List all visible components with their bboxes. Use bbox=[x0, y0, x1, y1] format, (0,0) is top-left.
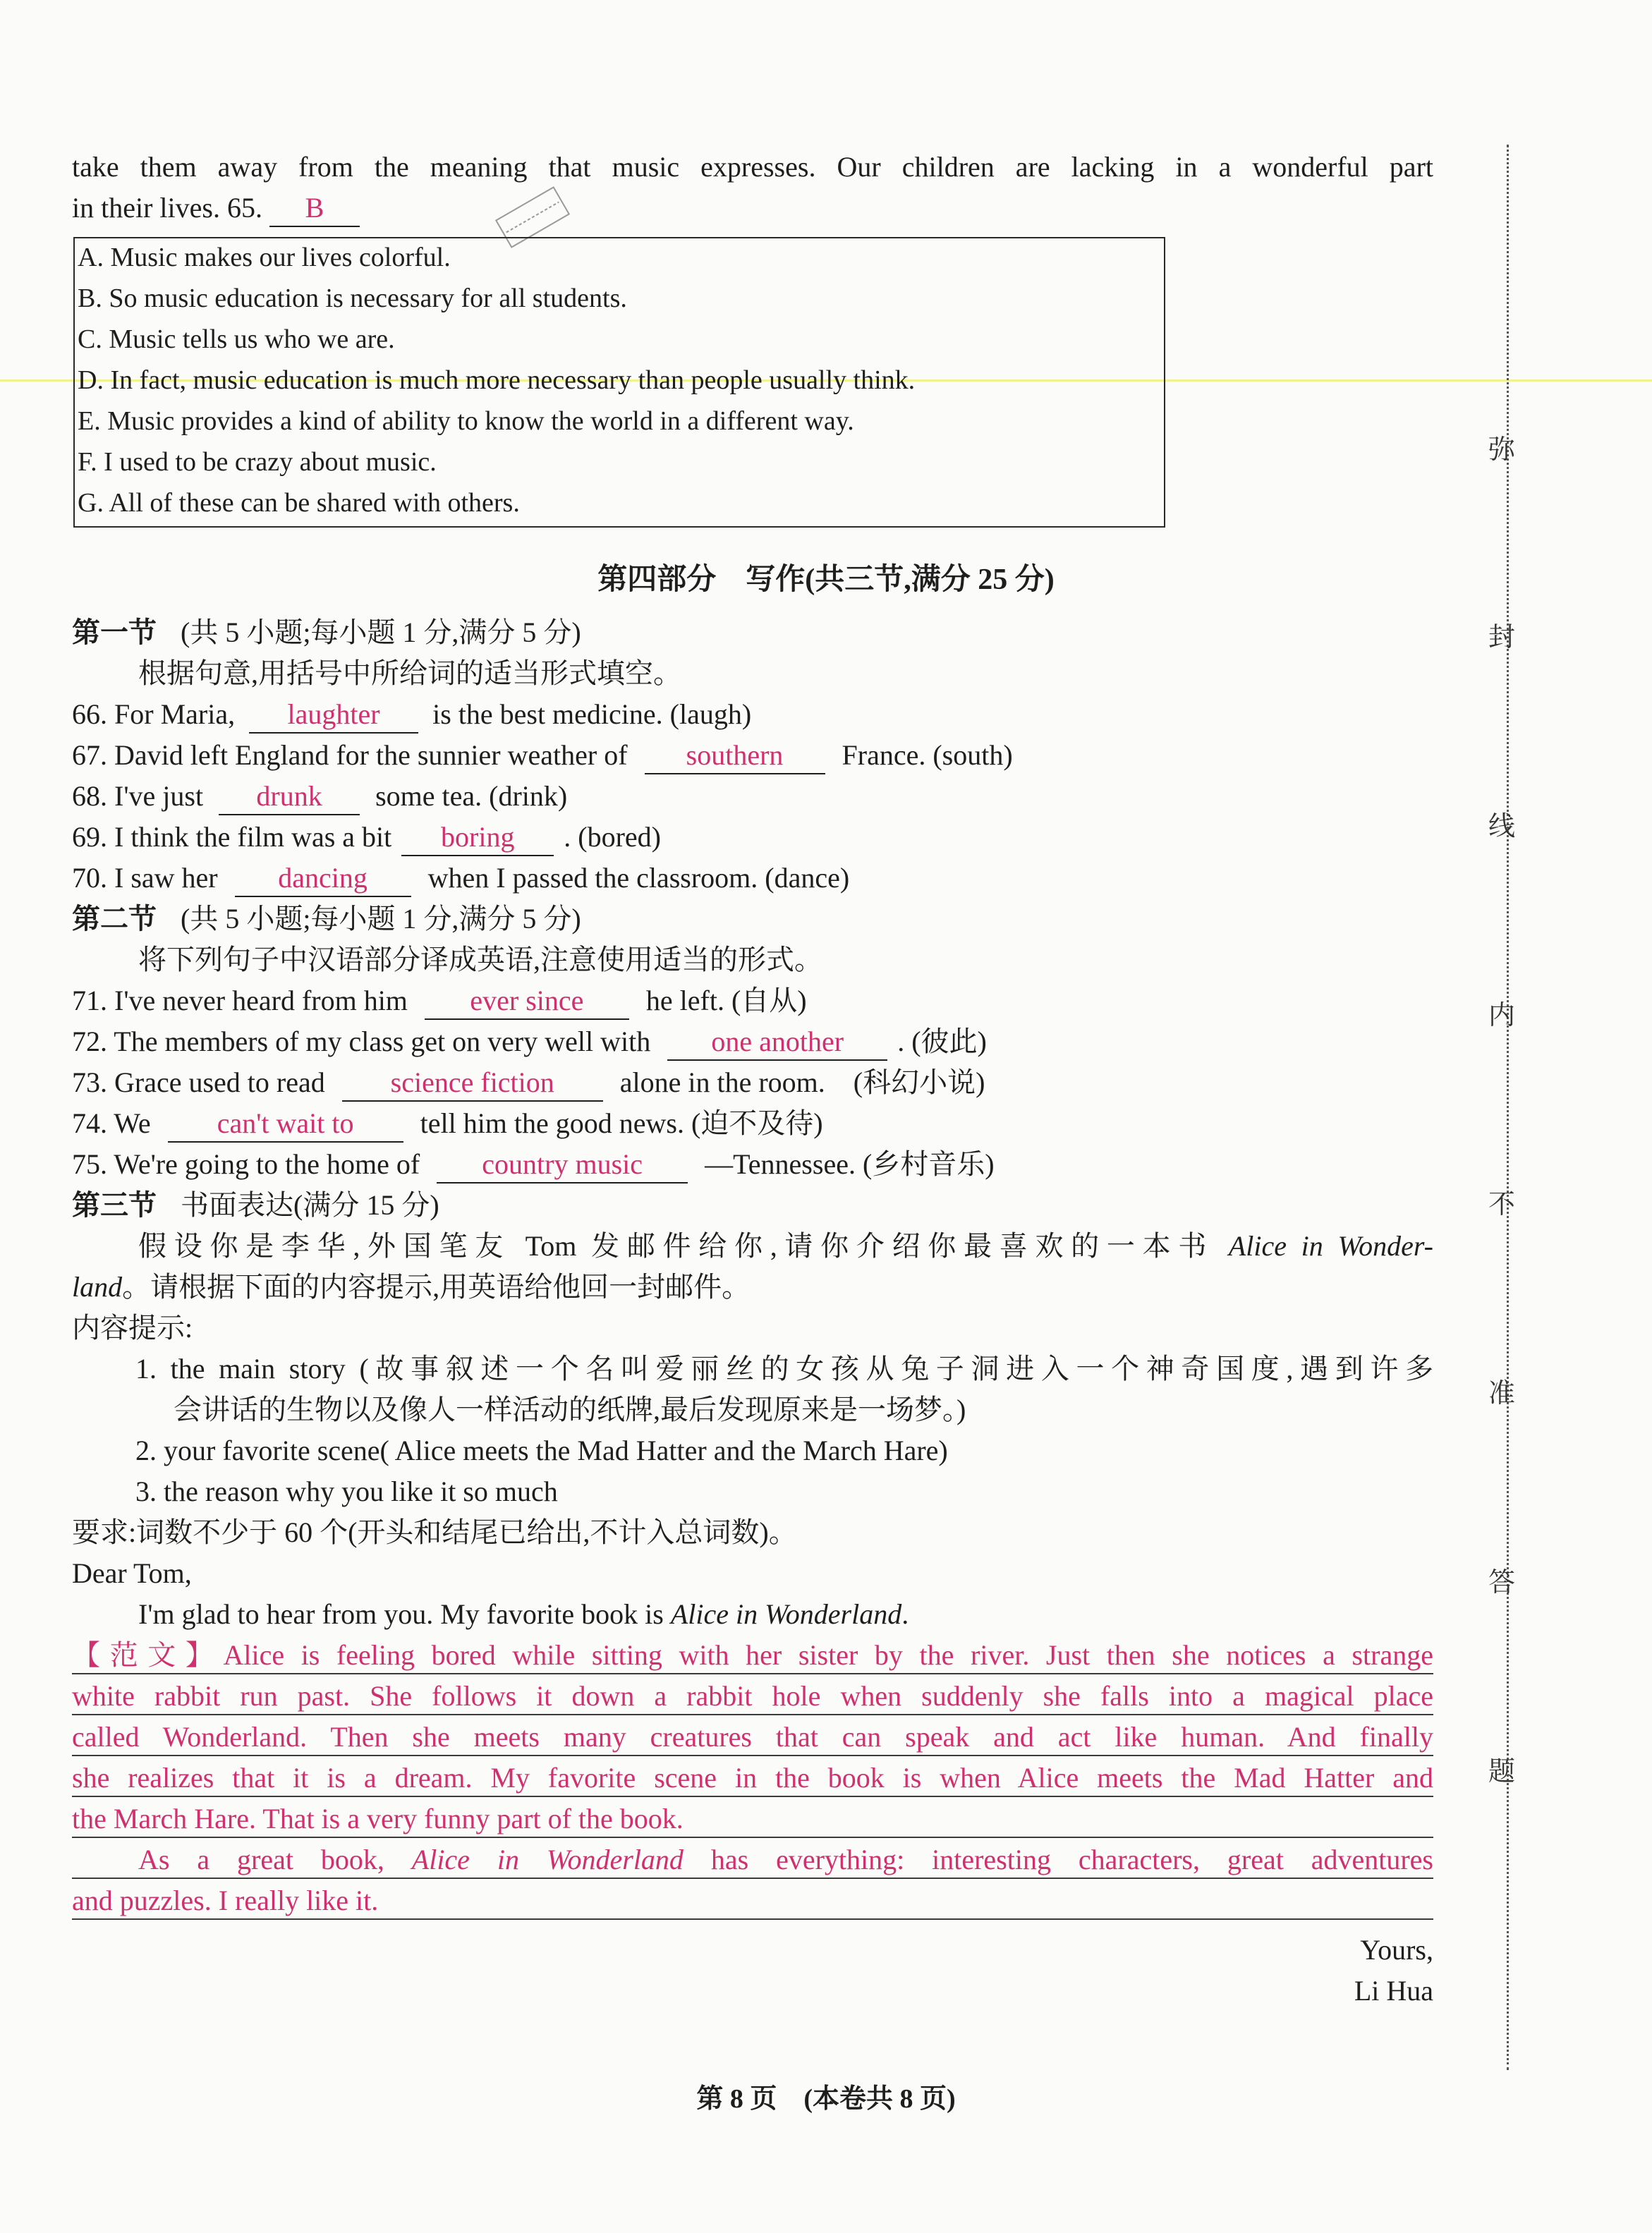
essay-line-6-text: As a great book, bbox=[138, 1844, 412, 1875]
q73-hint: alone in the room. (科幻小说) bbox=[619, 1066, 985, 1098]
q65-label: in their lives. 65. bbox=[72, 192, 262, 224]
q68-answer: drunk bbox=[219, 779, 360, 815]
letter-signature: Li Hua bbox=[1354, 1975, 1433, 2007]
q70 bbox=[72, 858, 849, 899]
section1-heading: 第一节 bbox=[72, 616, 157, 648]
q75-text: 75. We're going to the home of bbox=[72, 1148, 420, 1180]
seal-char-7: 答 bbox=[1488, 1566, 1516, 1598]
section2-instruction: 将下列句子中汉语部分译成英语,注意使用适当的形式。 bbox=[138, 944, 822, 975]
option-a: A. Music makes our lives colorful. bbox=[78, 243, 451, 272]
section1-header bbox=[72, 612, 581, 653]
section2-header bbox=[72, 899, 581, 939]
prompt-text-cont: 。请根据下面的内容提示,用英语给他回一封邮件。 bbox=[122, 1271, 751, 1303]
essay-book-title: Alice in Wonderland bbox=[411, 1844, 684, 1875]
q70-text: 70. I saw her bbox=[72, 862, 218, 894]
q72 bbox=[72, 1021, 987, 1062]
q66-answer: laughter bbox=[249, 697, 418, 734]
q75-hint: —Tennessee. (乡村音乐) bbox=[705, 1148, 995, 1180]
q67-answer: southern bbox=[645, 738, 825, 774]
essay-line-2: white rabbit run past. She follows it down a rabbit hole when suddenly she falls into a magical place bbox=[72, 1680, 1433, 1712]
q67-text: 67. David left England for the sunnier weather of bbox=[72, 739, 628, 771]
prompt-book-title: Alice in Wonder- bbox=[1228, 1230, 1433, 1262]
q74-text: 74. We bbox=[72, 1107, 151, 1139]
seal-char-5: 不 bbox=[1488, 1188, 1516, 1219]
hints-label: 内容提示: bbox=[72, 1312, 193, 1344]
q69 bbox=[72, 817, 661, 858]
option-g: G. All of these can be shared with others. bbox=[78, 488, 520, 518]
essay-line-6-text-cont: has everything: interesting characters, great adventures bbox=[683, 1844, 1433, 1875]
option-d: D. In fact, music education is much more necessary than people usually think. bbox=[78, 365, 916, 395]
hint-3: 3. the reason why you like it so much bbox=[135, 1476, 558, 1507]
q68 bbox=[72, 776, 567, 817]
hint-1: 1. the main story (故事叙述一个名叫爱丽丝的女孩从兔子洞进入一个神奇国度,遇到许多 bbox=[135, 1353, 1433, 1385]
section3-heading: 第三节 bbox=[72, 1189, 157, 1221]
q72-text: 72. The members of my class get on very well with bbox=[72, 1026, 651, 1057]
seal-char-4: 内 bbox=[1488, 999, 1516, 1030]
essay-underline-3 bbox=[72, 1755, 1433, 1756]
q72-hint: . (彼此) bbox=[897, 1026, 987, 1057]
part4-title: 第四部分 写作(共三节,满分 25 分) bbox=[597, 564, 1055, 596]
q66-text: 66. For Maria, bbox=[72, 698, 236, 730]
essay-underline-6 bbox=[72, 1878, 1433, 1879]
prompt-line-1 bbox=[138, 1226, 1433, 1267]
essay-line-1: 【范文】Alice is feeling bored while sitting with her sister by the river. Just then she notices a strange bbox=[72, 1639, 1433, 1671]
seal-char-6: 准 bbox=[1488, 1377, 1516, 1408]
q70-answer: dancing bbox=[235, 860, 411, 897]
essay-line-5: the March Hare. That is a very funny part of the book. bbox=[72, 1803, 684, 1835]
q68-hint: some tea. (drink) bbox=[375, 780, 568, 812]
section3-title: 书面表达(满分 15 分) bbox=[181, 1189, 439, 1221]
seal-char-2: 封 bbox=[1488, 621, 1516, 652]
section2-heading: 第二节 bbox=[72, 903, 157, 935]
q74 bbox=[72, 1103, 823, 1144]
essay-underline-5 bbox=[72, 1837, 1433, 1838]
q69-hint: . (bored) bbox=[564, 821, 661, 853]
letter-closing: Yours, bbox=[1360, 1934, 1433, 1966]
q73-text: 73. Grace used to read bbox=[72, 1066, 325, 1098]
option-b: B. So music education is necessary for all students. bbox=[78, 284, 627, 313]
opening-book-title: Alice in Wonderland bbox=[670, 1598, 902, 1630]
q71-answer: ever since bbox=[425, 983, 629, 1020]
prompt-book-title-cont: land bbox=[72, 1271, 123, 1303]
page-footer: 第 8 页 (本卷共 8 页) bbox=[696, 2084, 956, 2114]
q65-answer: B bbox=[269, 190, 360, 227]
q69-text: 69. I think the film was a bit bbox=[72, 821, 392, 853]
letter-greeting: Dear Tom, bbox=[72, 1557, 192, 1589]
option-e: E. Music provides a kind of ability to know the world in a different way. bbox=[78, 406, 854, 436]
essay-underline-7 bbox=[72, 1918, 1433, 1920]
q68-text: 68. I've just bbox=[72, 780, 204, 812]
opening-text: I'm glad to hear from you. My favorite book is bbox=[138, 1598, 671, 1630]
q73-answer: science fiction bbox=[342, 1065, 603, 1102]
essay-underline-4 bbox=[72, 1796, 1433, 1797]
essay-line-4: she realizes that it is a dream. My favorite scene in the book is when Alice meets the Mad Hatter and bbox=[72, 1762, 1433, 1794]
passage-line-1: take them away from the meaning that music expresses. Our children are lacking in a wonderful part bbox=[72, 151, 1433, 183]
section3-header bbox=[72, 1185, 439, 1226]
passage-line-2 bbox=[72, 188, 360, 229]
q75 bbox=[72, 1144, 995, 1185]
section2-note: (共 5 小题;每小题 1 分,满分 5 分) bbox=[181, 903, 581, 935]
q70-hint: when I passed the classroom. (dance) bbox=[427, 862, 850, 894]
q75-answer: country music bbox=[437, 1147, 688, 1184]
opening-period: . bbox=[901, 1598, 909, 1630]
q71-text: 71. I've never heard from him bbox=[72, 985, 408, 1016]
hint-2: 2. your favorite scene( Alice meets the Mad Hatter and the March Hare) bbox=[135, 1435, 948, 1466]
q67-hint: France. (south) bbox=[842, 739, 1013, 771]
q72-answer: one another bbox=[667, 1024, 887, 1061]
section1-instruction: 根据句意,用括号中所给词的适当形式填空。 bbox=[138, 657, 681, 689]
essay-line-7: and puzzles. I really like it. bbox=[72, 1885, 379, 1916]
q66-hint: is the best medicine. (laugh) bbox=[432, 698, 752, 730]
essay-underline-2 bbox=[72, 1714, 1433, 1715]
hint-1-cont: 会讲话的生物以及像人一样活动的纸牌,最后发现原来是一场梦。) bbox=[174, 1394, 966, 1425]
seal-char-3: 线 bbox=[1488, 810, 1516, 841]
letter-opening bbox=[138, 1594, 909, 1635]
essay-underline-1 bbox=[72, 1673, 1433, 1674]
option-f: F. I used to be crazy about music. bbox=[78, 447, 437, 477]
seal-char-1: 弥 bbox=[1488, 434, 1516, 465]
q73 bbox=[72, 1062, 985, 1103]
section1-note: (共 5 小题;每小题 1 分,满分 5 分) bbox=[181, 616, 581, 648]
prompt-line-2 bbox=[72, 1267, 750, 1308]
q74-hint: tell him the good news. (迫不及待) bbox=[420, 1107, 823, 1139]
q69-answer: boring bbox=[401, 820, 554, 856]
q71 bbox=[72, 980, 807, 1021]
essay-line-3: called Wonderland. Then she meets many creatures that can speak and act like human. And finally bbox=[72, 1721, 1433, 1753]
q74-answer: can't wait to bbox=[168, 1106, 403, 1143]
requirement: 要求:词数不少于 60 个(开头和结尾已给出,不计入总词数)。 bbox=[72, 1516, 797, 1548]
q71-hint: he left. (自从) bbox=[645, 985, 807, 1016]
q66 bbox=[72, 694, 751, 735]
q67 bbox=[72, 735, 1013, 776]
prompt-text: 假设你是李华,外国笔友 Tom 发邮件给你,请你介绍你最喜欢的一本书 bbox=[138, 1230, 1229, 1262]
essay-line-6 bbox=[138, 1839, 1433, 1880]
option-c: C. Music tells us who we are. bbox=[78, 324, 395, 354]
seal-char-8: 题 bbox=[1488, 1756, 1516, 1787]
